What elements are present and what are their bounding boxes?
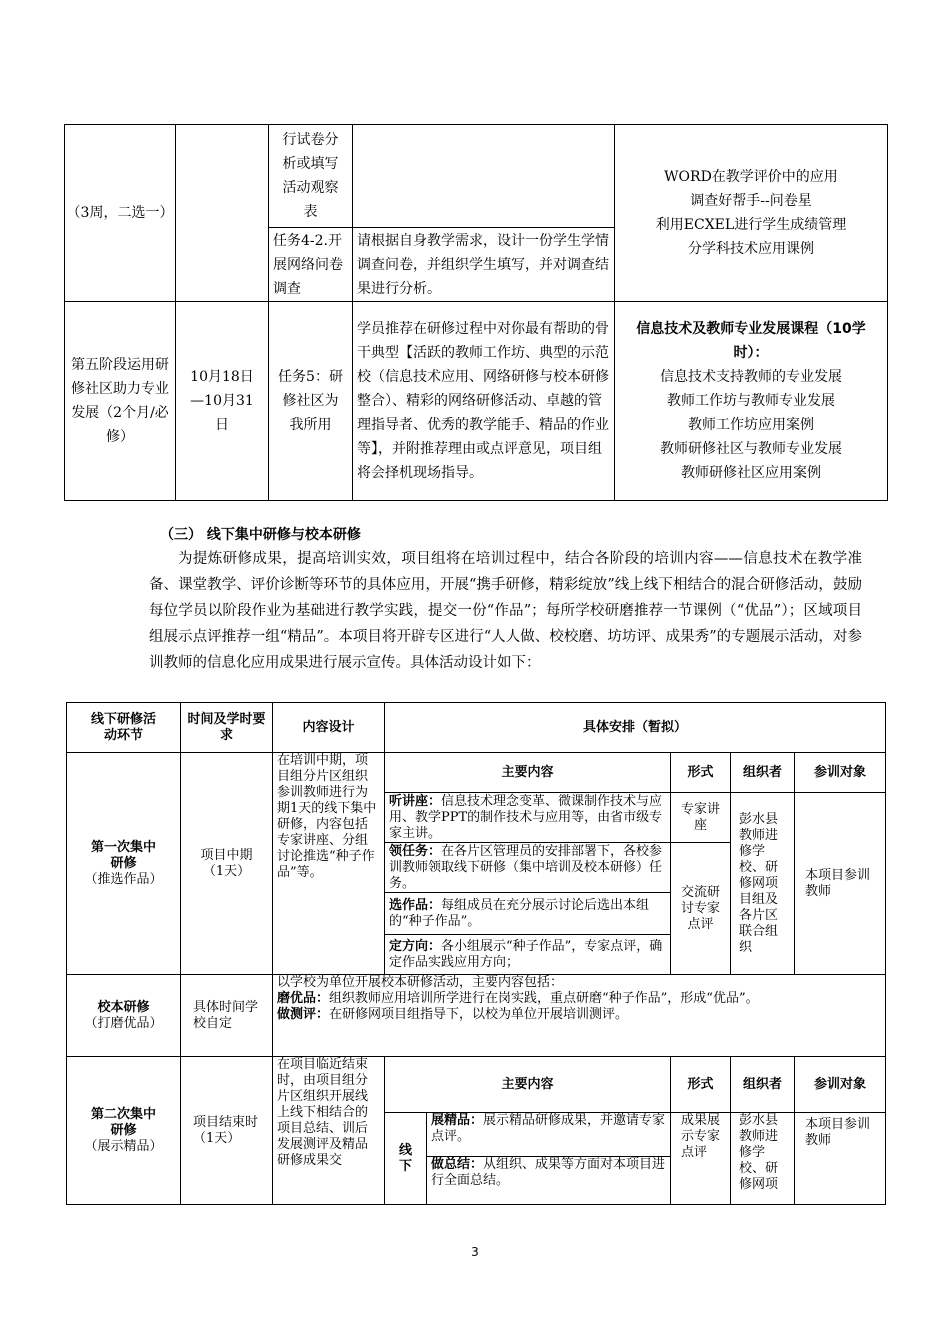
school-item — [277, 1007, 881, 1023]
item-text: 展示精品研修成果，并邀请专家点评。 — [431, 1113, 666, 1144]
school-intro: 以学校为单位开展校本研修活动，主要内容包括： — [277, 975, 564, 990]
header-form: 形式 — [671, 1057, 731, 1113]
course-item: 分学科技术应用课例 — [688, 241, 814, 257]
header-organizer: 组织者 — [731, 1057, 795, 1113]
header-main: 主要内容 — [385, 753, 671, 793]
desc-cell: 请根据自身教学需求，设计一份学生学情调查问卷，并组织学生填写，并对调查结果进行分析。 — [353, 228, 615, 302]
item-label: 做总结： — [431, 1157, 484, 1172]
header-target: 参训对象 — [795, 753, 886, 793]
header-target: 参训对象 — [795, 1057, 886, 1113]
item-text: 组织教师应用培训所学进行在岗实践，重点研磨“种子作品”，形成“优品”。 — [329, 991, 759, 1006]
course-item: WORD在教学评价中的应用 — [664, 169, 838, 185]
school-session-time: 具体时间学校自定 — [181, 975, 273, 1057]
item-label: 听讲座： — [389, 793, 442, 809]
task-cell: 行试卷分析或填写活动观察表 — [269, 125, 353, 228]
stage-cell: （3周，二选一） — [65, 125, 176, 302]
course-item: 教师研修社区应用案例 — [681, 465, 821, 481]
training-stage-table — [64, 124, 888, 501]
item-row — [385, 935, 671, 975]
item-text: 在各片区管理员的安排部署下，各校参训教师领取线下研修（集中培训及校本研修）任务。 — [389, 843, 663, 891]
course-item: 调查好帮手--问卷星 — [690, 193, 812, 209]
header-arrangement: 具体安排（暂拟） — [385, 703, 886, 753]
item-text: 在研修网项目组指导下，以校为单位开展培训测评。 — [329, 1007, 629, 1022]
offline-activity-table — [66, 702, 886, 1205]
first-session-time: 项目中期（1天） — [181, 753, 273, 975]
session-sub: （推选作品） — [84, 871, 163, 887]
section-title: （三） 线下集中研修与校本研修 — [160, 527, 361, 543]
section-paragraph: 为提炼研修成果，提高培训实效，项目组将在培训过程中，结合各阶段的培训内容——信息技术在教学准备、课堂教学、评价诊断等环节的具体应用，开展“携手研修，精彩绽放”线上线下相结合的混合研修活动，鼓励每位学员以阶段作业为基础进行教学实践，提交一份“作品”；每所学校研磨推荐一节课例（“优品”）；区域项目组展示点评推荐一组“精品”。本项目将开辟专区进行“人人做、校校磨、坊坊评、成果秀”的专题展示活动，对参训教师的信息化应用成果进行展示宣传。具体活动设计如下： — [149, 551, 862, 671]
session-sub: （打磨优品） — [84, 1015, 163, 1031]
item-text: 各小组展示“种子作品”，专家点评，确定作品实践应用方向； — [389, 938, 663, 970]
time-cell — [176, 125, 269, 302]
school-session-name — [67, 975, 181, 1057]
course-item: 信息技术支持教师的专业发展 — [660, 369, 842, 385]
stage-cell: 第五阶段运用研修社区助力专业发展（2个月/必修） — [65, 302, 176, 501]
page-number: 3 — [471, 1245, 479, 1259]
first-session-design: 在培训中期，项目组分片区组织参训教师进行为期1天的线下集中研修，内容包括专家讲座、分组讨论推选“种子作品”等。 — [273, 753, 385, 975]
desc-cell: 学员推荐在研修过程中对你最有帮助的骨干典型【活跃的教师工作坊、典型的示范校（信息技术应用、网络研修与校本研修整合）、精彩的网络研修活动、卓越的管理指导者、优秀的教学能手、精品的作业等】，并附推荐理由或点评意见，项目组将会择机现场指导。 — [353, 302, 615, 501]
second-session-design: 在项目临近结束时，由项目组分片区组织开展线上线下相结合的项目总结、训后发展测评及精品研修成果交 — [273, 1057, 385, 1205]
organizer-cell: 彭水县教师进修学校、研修网项目组及各片区联合组织 — [731, 793, 795, 975]
organizer-cell: 彭水县教师进修学校、研修网项 — [731, 1113, 795, 1205]
form-cell: 专家讲座 — [671, 793, 731, 843]
item-label: 磨优品： — [277, 991, 330, 1006]
school-session-content — [273, 975, 886, 1057]
item-row — [385, 843, 671, 893]
course-cell — [615, 125, 888, 302]
header-form: 形式 — [671, 753, 731, 793]
item-label: 领任务： — [389, 843, 442, 859]
header-content: 内容设计 — [273, 703, 385, 753]
header-main: 主要内容 — [385, 1057, 671, 1113]
course-item: 教师工作坊应用案例 — [688, 417, 814, 433]
item-text: 从组织、成果等方面对本项目进行全面总结。 — [431, 1157, 666, 1188]
session-title: 第二次集中研修 — [91, 1106, 157, 1138]
course-item: 教师研修社区与教师专业发展 — [660, 441, 842, 457]
target-cell: 本项目参训教师 — [795, 1113, 886, 1205]
session-sub: （展示精品） — [84, 1138, 163, 1154]
item-row — [385, 893, 671, 935]
header-organizer: 组织者 — [731, 753, 795, 793]
second-session-time: 项目结束时（1天） — [181, 1057, 273, 1205]
item-row — [385, 793, 671, 843]
second-session-name — [67, 1057, 181, 1205]
course-title: 信息技术及教师专业发展课程（10学时）： — [636, 321, 866, 361]
item-label: 展精品： — [431, 1113, 484, 1128]
course-item: 利用ECXEL进行学生成绩管理 — [655, 217, 847, 233]
item-label: 定方向： — [389, 938, 442, 954]
task-cell: 任务5：研修社区为我所用 — [269, 302, 353, 501]
task-cell: 任务4-2.开展网络问卷调查 — [269, 228, 353, 302]
mode-cell: 线下 — [385, 1113, 427, 1205]
item-text: 信息技术理念变革、微课制作技术与应用、教学PPT的制作技术与应用等，由省市级专家主讲。 — [389, 793, 663, 841]
session-title: 第一次集中研修 — [91, 839, 157, 871]
item-row — [427, 1113, 671, 1157]
item-label: 选作品： — [389, 897, 442, 913]
item-row — [427, 1157, 671, 1205]
school-item — [277, 991, 881, 1007]
desc-cell — [353, 125, 615, 228]
session-title: 校本研修 — [97, 999, 150, 1015]
form-cell: 交流研讨专家点评 — [671, 843, 731, 975]
form-cell: 成果展示专家点评 — [671, 1113, 731, 1205]
header-activity: 线下研修活动环节 — [67, 703, 181, 753]
target-cell: 本项目参训教师 — [795, 793, 886, 975]
header-time: 时间及学时要求 — [181, 703, 273, 753]
item-text: 每组成员在充分展示讨论后选出本组的“种子作品”。 — [389, 897, 650, 929]
time-cell: 10月18日—10月31日 — [176, 302, 269, 501]
first-session-name — [67, 753, 181, 975]
course-cell — [615, 302, 888, 501]
item-label: 做测评： — [277, 1007, 330, 1022]
course-item: 教师工作坊与教师专业发展 — [667, 393, 835, 409]
